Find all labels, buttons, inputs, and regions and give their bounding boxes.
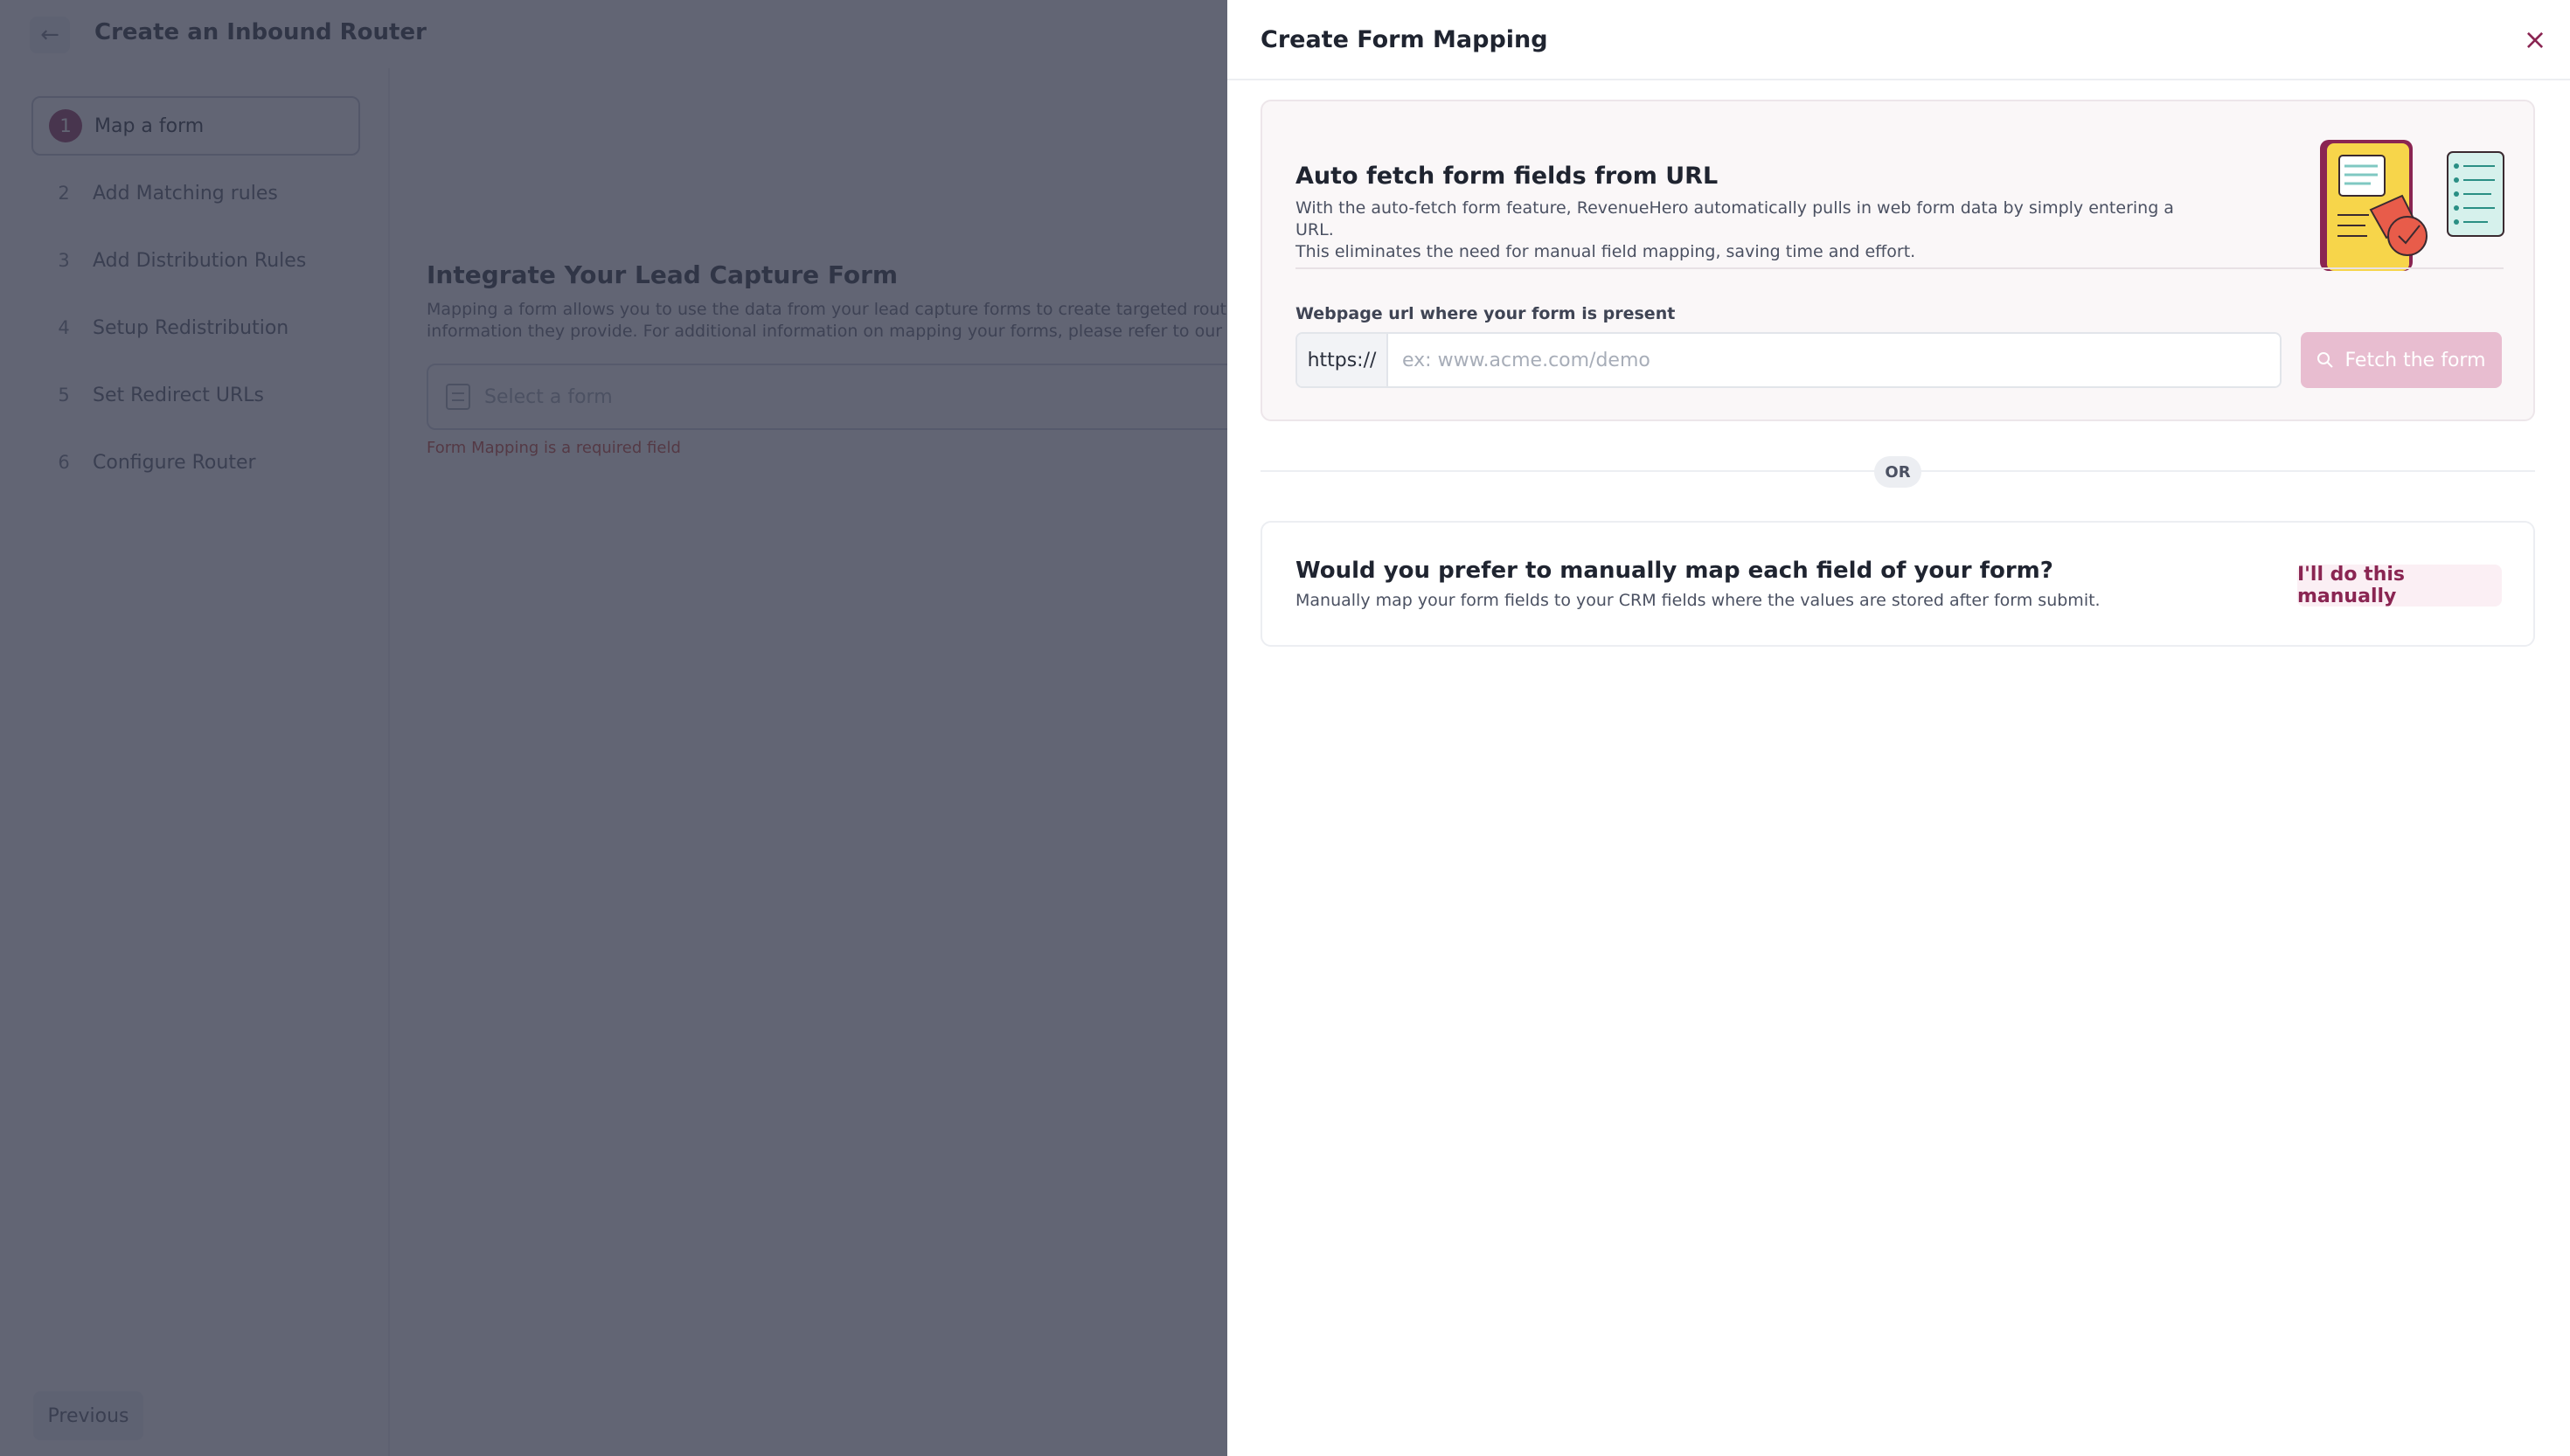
form-illustration-icon	[2316, 135, 2509, 271]
url-field-label: Webpage url where your form is present	[1295, 304, 1676, 323]
or-badge: OR	[1874, 456, 1921, 488]
form-mapping-drawer	[1227, 0, 2570, 1456]
auto-fetch-card	[1261, 100, 2535, 421]
search-icon	[2316, 351, 2334, 369]
url-input-group	[1295, 332, 2282, 388]
close-button[interactable]	[2519, 24, 2551, 56]
drawer-title: Create Form Mapping	[1261, 26, 1548, 53]
description-line: With the auto-fetch form feature, RevenueHero automatically pulls in web form data by simply entering a URL.	[1295, 198, 2174, 239]
drawer-header	[1227, 0, 2570, 80]
description-line: This eliminates the need for manual field mapping, saving time and effort.	[1295, 242, 1916, 261]
fetch-form-button[interactable]	[2301, 332, 2502, 388]
fetch-form-label: Fetch the form	[2344, 349, 2486, 371]
manual-mapping-button[interactable]: I'll do this manually	[2297, 565, 2502, 607]
manual-mapping-title: Would you prefer to manually map each field of your form?	[1295, 558, 2053, 584]
manual-mapping-card	[1261, 521, 2535, 647]
url-prefix: https://	[1297, 334, 1388, 386]
auto-fetch-title: Auto fetch form fields from URL	[1295, 163, 1719, 190]
card-divider	[1295, 267, 2504, 269]
modal-backdrop[interactable]	[0, 0, 1227, 1456]
auto-fetch-description	[1295, 198, 2187, 263]
url-input[interactable]	[1388, 334, 2280, 386]
manual-mapping-description: Manually map your form fields to your CRM fields where the values are stored after form submit.	[1295, 591, 2101, 610]
close-icon: ×	[2523, 23, 2547, 56]
